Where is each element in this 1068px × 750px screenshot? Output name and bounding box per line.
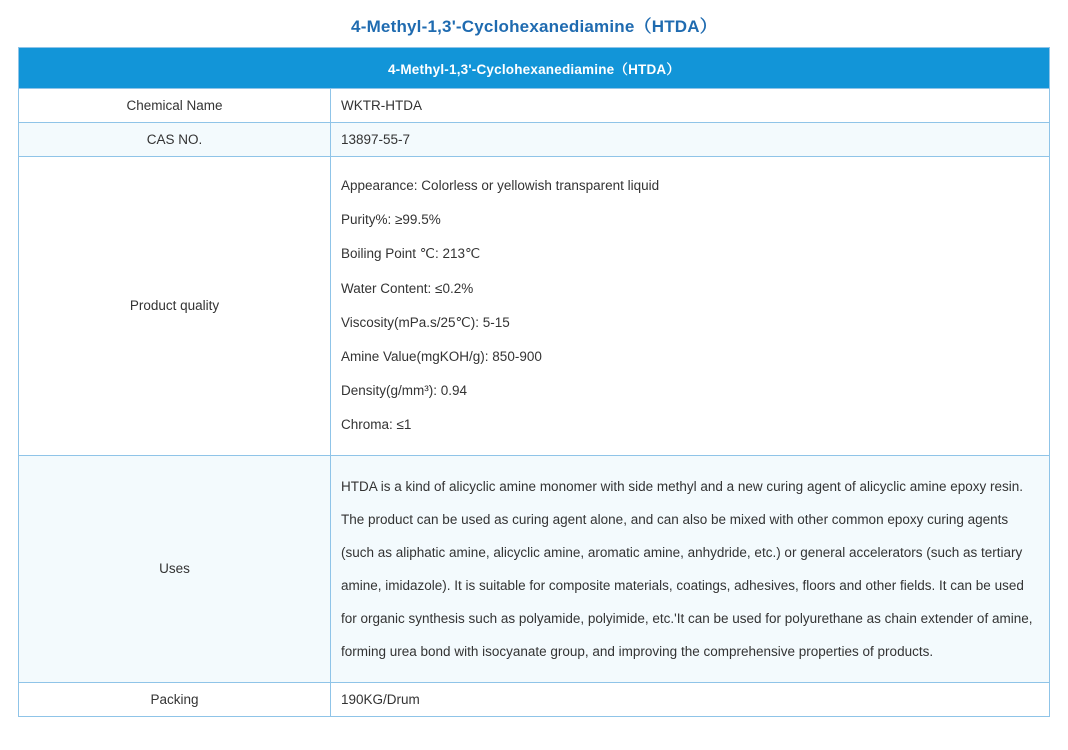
- table-row: [19, 89, 1050, 123]
- product-specification-table: [18, 47, 1050, 717]
- list-item: Purity%: ≥99.5%: [341, 212, 441, 228]
- list-item: Boiling Point ℃: 213℃: [341, 246, 481, 262]
- row-label-uses: Uses: [19, 455, 331, 682]
- list-item: Amine Value(mgKOH/g): 850-900: [341, 348, 542, 364]
- list-item: Chroma: ≤1: [341, 417, 412, 433]
- table-row: [19, 455, 1050, 682]
- table-title-cell: 4-Methyl-1,3'-Cyclohexanediamine（HTDA）: [19, 48, 1050, 89]
- row-label-chemical-name: Chemical Name: [19, 89, 331, 123]
- table-row: [19, 157, 1050, 456]
- list-item: Appearance: Colorless or yellowish transparent liquid: [341, 178, 660, 193]
- row-label-packing: Packing: [19, 682, 331, 716]
- row-value-uses: [331, 455, 1050, 682]
- row-value-cas-no: 13897-55-7: [331, 123, 1050, 157]
- table-row: [19, 123, 1050, 157]
- row-value-product-quality: [331, 157, 1050, 456]
- list-item: Water Content: ≤0.2%: [341, 280, 474, 296]
- list-item: Viscosity(mPa.s/25℃): 5-15: [341, 314, 510, 330]
- list-item: Density(g/mm³): 0.94: [341, 383, 468, 399]
- page-title: 4-Methyl-1,3'-Cyclohexanediamine（HTDA）: [351, 17, 717, 36]
- row-label-cas-no: CAS NO.: [19, 123, 331, 157]
- row-value-chemical-name: WKTR-HTDA: [331, 89, 1050, 123]
- product-quality-list: [341, 169, 1039, 443]
- row-label-product-quality: Product quality: [19, 157, 331, 456]
- row-value-packing: 190KG/Drum: [331, 682, 1050, 716]
- table-row: [19, 682, 1050, 716]
- table-header-row: [19, 48, 1050, 89]
- uses-paragraph: HTDA is a kind of alicyclic amine monomer with side methyl and a new curing agent of alicyclic amine epoxy resin. The product can be used as curing agent alone, and can also be mixed with other common epoxy curing agents (such as aliphatic amine, alicyclic amine, aromatic amine, anhydride, etc.) or general accelerators (such as tertiary amine, imidazole). It is suitable for composite materials, coatings, adhesives, floors and other fields. It can be used for organic synthesis such as polyamide, polyimide, etc.'It can be used for polyurethane as chain extender of amine, forming urea bond with isocyanate group, and improving the comprehensive properties of products.: [341, 478, 1033, 659]
